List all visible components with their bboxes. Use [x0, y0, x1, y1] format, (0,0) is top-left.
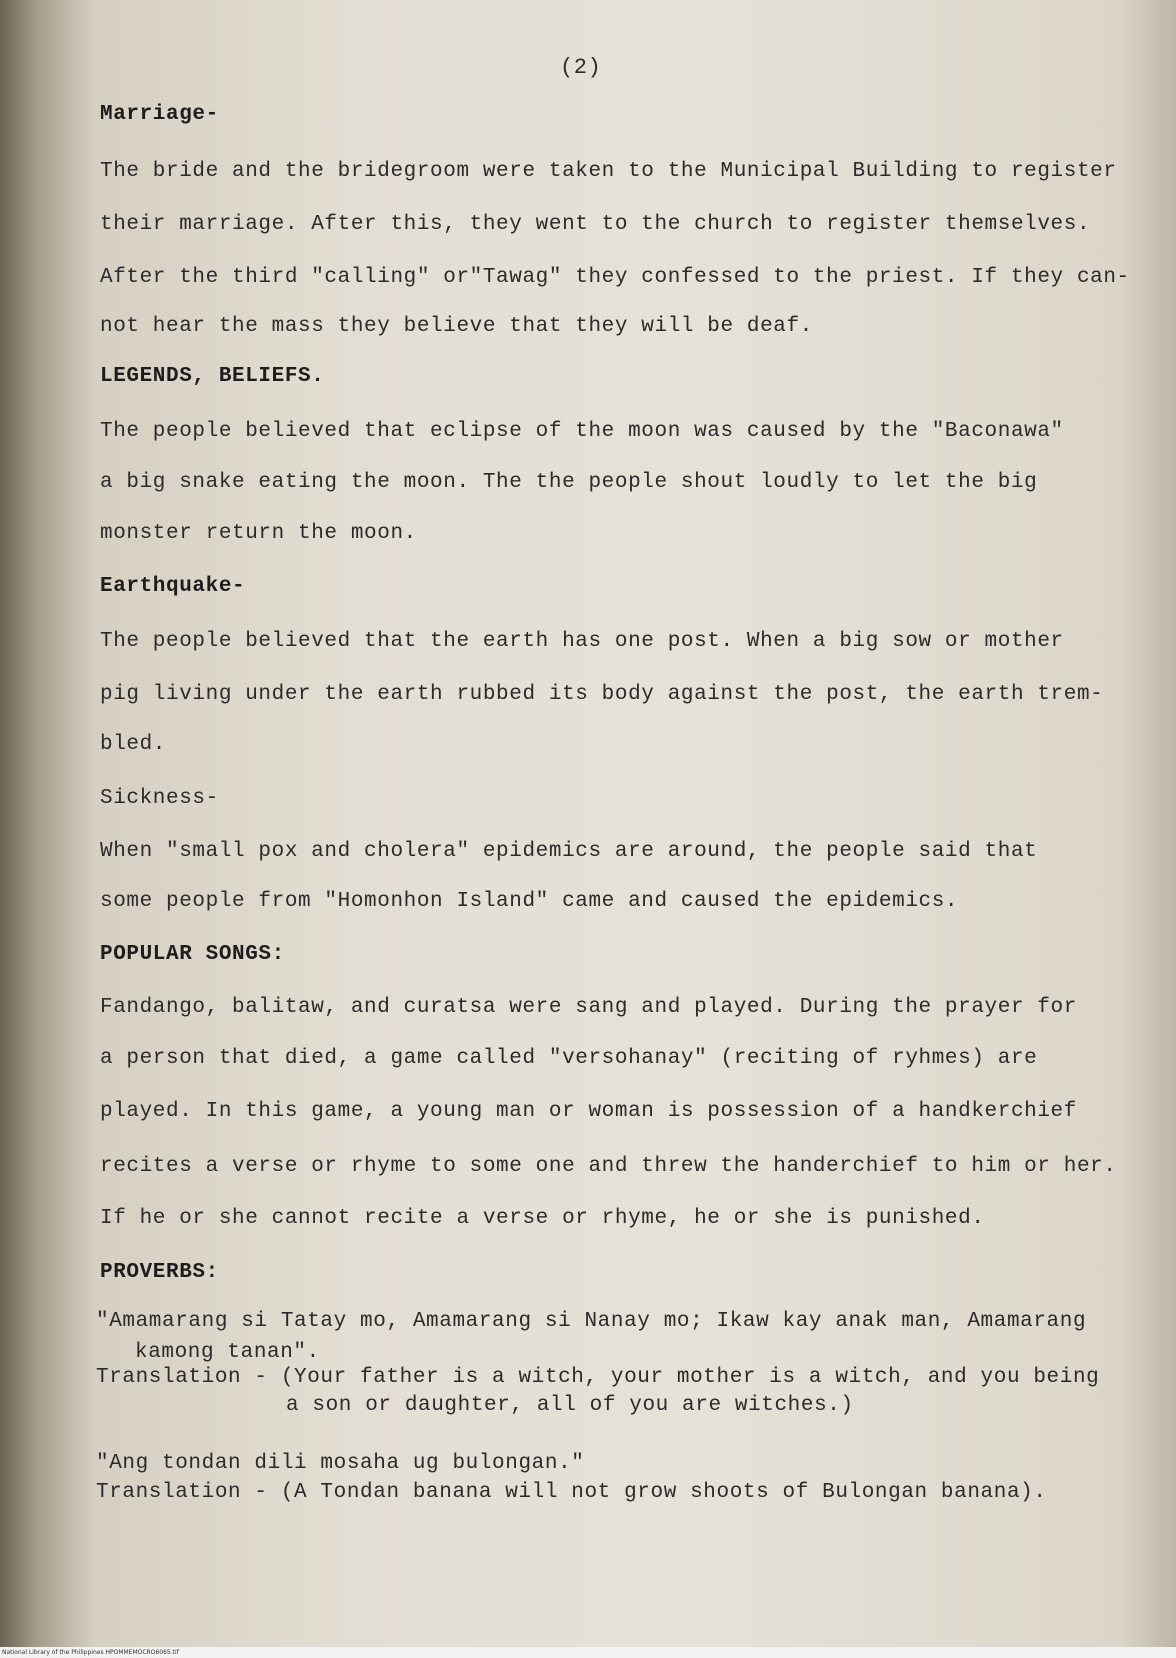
- legends-line: monster return the moon.: [100, 522, 417, 545]
- proverb-line: "Ang tondan dili mosaha ug bulongan.": [96, 1452, 585, 1475]
- proverb-line: kamong tanan".: [135, 1341, 320, 1364]
- songs-line: recites a verse or rhyme to some one and threw the handerchief to him or her.: [100, 1155, 1117, 1178]
- songs-line: a person that died, a game called "versohanay" (reciting of ryhmes) are: [100, 1047, 1038, 1070]
- translation-line: a son or daughter, all of you are witches.): [286, 1394, 854, 1417]
- marriage-line: their marriage. After this, they went to the church to register themselves.: [100, 213, 1091, 236]
- marriage-line: The bride and the bridegroom were taken to the Municipal Building to register: [100, 160, 1117, 183]
- proverb-line: "Amamarang si Tatay mo, Amamarang si Nanay mo; Ikaw kay anak man, Amamarang: [96, 1310, 1087, 1333]
- earthquake-line: bled.: [100, 733, 167, 756]
- proverbs-heading: PROVERBS:: [100, 1261, 219, 1284]
- sickness-heading: Sickness-: [100, 787, 219, 810]
- translation-line: Translation - (A Tondan banana will not grow shoots of Bulongan banana).: [96, 1481, 1047, 1504]
- songs-heading: POPULAR SONGS:: [100, 943, 285, 966]
- marriage-heading: Marriage-: [100, 103, 219, 126]
- songs-line: If he or she cannot recite a verse or rhyme, he or she is punished.: [100, 1207, 985, 1230]
- earthquake-line: The people believed that the earth has one post. When a big sow or mother: [100, 630, 1064, 653]
- legends-line: The people believed that eclipse of the moon was caused by the "Baconawa": [100, 420, 1064, 443]
- page-number: (2): [560, 55, 602, 80]
- legends-heading: LEGENDS, BELIEFS.: [100, 365, 325, 388]
- translation-line: Translation - (Your father is a witch, your mother is a witch, and you being: [96, 1366, 1100, 1389]
- earthquake-heading: Earthquake-: [100, 575, 246, 598]
- songs-line: Fandango, balitaw, and curatsa were sang and played. During the prayer for: [100, 996, 1077, 1019]
- sickness-line: some people from "Homonhon Island" came and caused the epidemics.: [100, 890, 959, 913]
- marriage-line: not hear the mass they believe that they will be deaf.: [100, 315, 813, 338]
- sickness-line: When "small pox and cholera" epidemics are around, the people said that: [100, 840, 1038, 863]
- scan-footer: National Library of the Philippines HPOMMEMOCRO6065.tif: [0, 1647, 1176, 1658]
- marriage-line: After the third "calling" or"Tawag" they confessed to the priest. If they can-: [100, 266, 1130, 289]
- legends-line: a big snake eating the moon. The the people shout loudly to let the big: [100, 471, 1038, 494]
- earthquake-line: pig living under the earth rubbed its body against the post, the earth trem-: [100, 683, 1104, 706]
- songs-line: played. In this game, a young man or woman is possession of a handkerchief: [100, 1100, 1077, 1123]
